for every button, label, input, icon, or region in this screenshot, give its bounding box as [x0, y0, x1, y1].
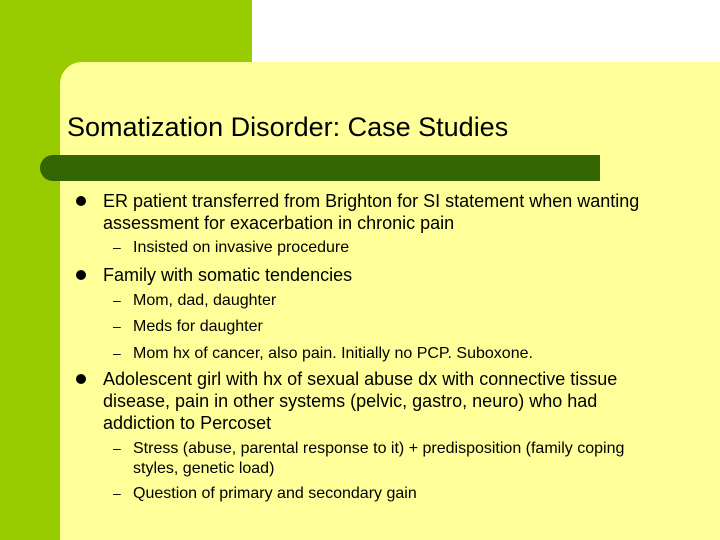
sub-bullet-dash: – — [113, 345, 121, 361]
sub-bullet-dash: – — [113, 485, 121, 501]
sub-bullet-text: Insisted on invasive procedure — [133, 239, 350, 256]
bullet-dot — [76, 374, 86, 384]
bullet-text: Adolescent girl with hx of sexual abuse dx with connective tissue disease, pain in other systems (pelvic, gastro, neuro) who had addiction to Percoset — [103, 369, 618, 433]
sub-bullet-text: Mom hx of cancer, also pain. Initially no PCP. Suboxone. — [133, 345, 533, 362]
sub-bullet-text: Mom, dad, daughter — [133, 292, 277, 309]
slide-title: Somatization Disorder: Case Studies — [67, 112, 509, 142]
sub-bullet-dash: – — [113, 239, 121, 255]
bullet-dot — [76, 270, 86, 280]
sub-bullet-dash: – — [113, 318, 121, 334]
sub-bullet-text: Question of primary and secondary gain — [133, 485, 417, 502]
bullet-dot — [76, 196, 86, 206]
sub-bullet-dash: – — [113, 292, 121, 308]
sub-bullet-text: Stress (abuse, parental response to it) + predisposition (family coping styles, genetic load) — [133, 440, 625, 477]
sub-bullet-text: Meds for daughter — [133, 318, 263, 335]
sub-bullet-dash: – — [113, 440, 121, 456]
bullet-text: Family with somatic tendencies — [103, 265, 353, 285]
bullet-text: ER patient transferred from Brighton for SI statement when wanting assessment for exacerbation in chronic pain — [103, 191, 640, 233]
